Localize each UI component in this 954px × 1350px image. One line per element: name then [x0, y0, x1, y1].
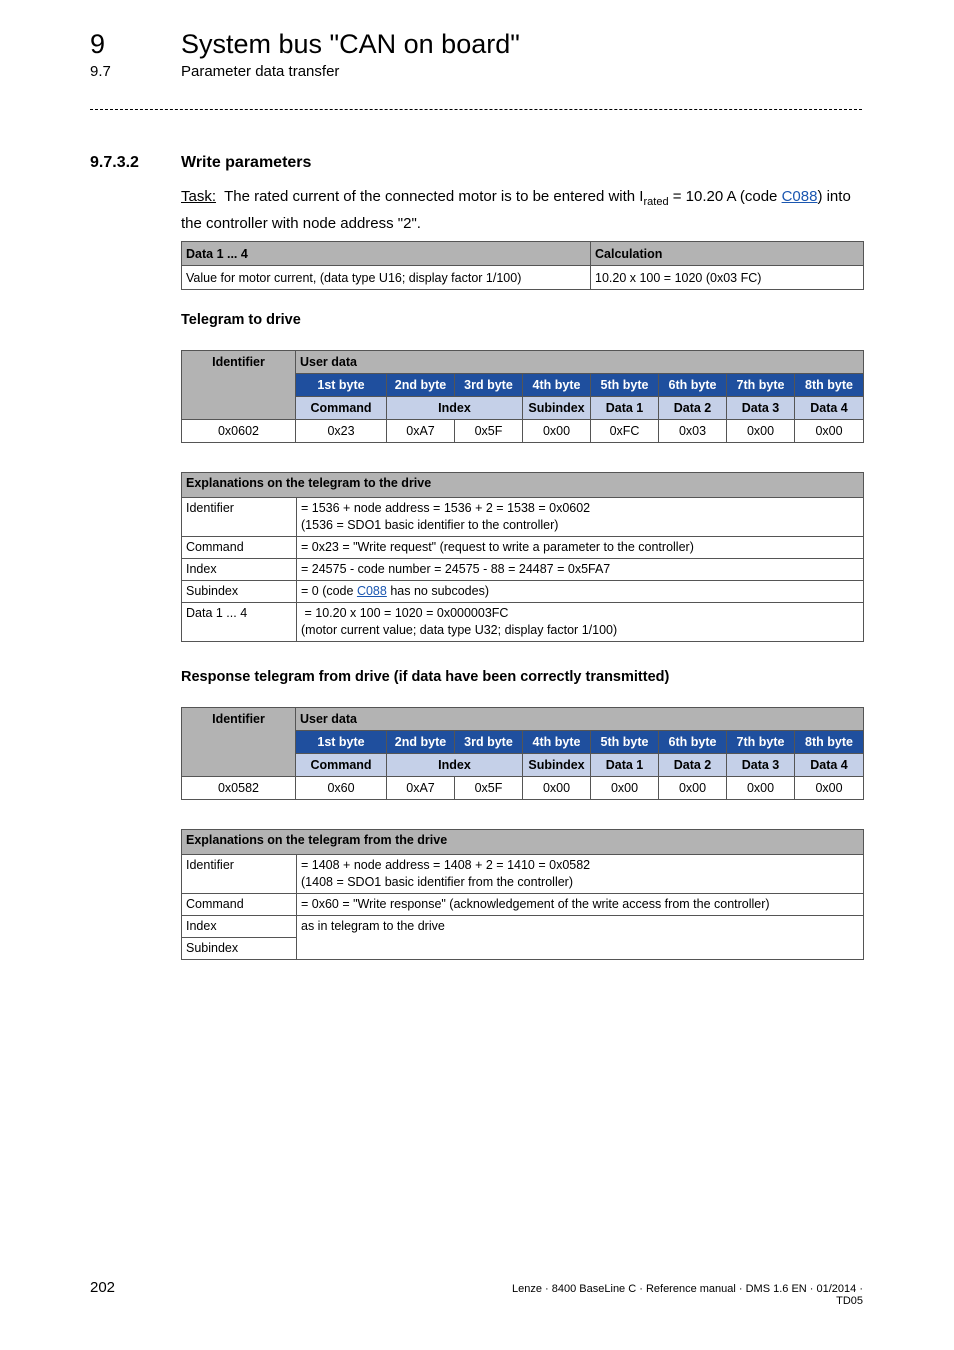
response-heading: Response telegram from drive (if data have been correctly transmitted) [181, 669, 670, 685]
user-data-header: User data [296, 351, 864, 374]
value-cell: 0x0582 [182, 777, 296, 800]
row-text: = 1408 + node address = 1408 + 2 = 1410 = 0x0582 [301, 858, 591, 872]
value-cell: 0x23 [296, 420, 387, 443]
row-name: Command [182, 894, 297, 916]
byte-header: 3rd byte [455, 731, 523, 754]
footer-text: Lenze · 8400 BaseLine C · Reference manual · DMS 1.6 EN · 01/2014 · TD05 [512, 1283, 863, 1307]
value-cell: 0x00 [659, 777, 727, 800]
byte-header: 2nd byte [387, 374, 455, 397]
explanation-title: Explanations on the telegram to the drive [182, 473, 864, 498]
byte-header: 7th byte [727, 374, 795, 397]
byte-header: 1st byte [296, 731, 387, 754]
task-subscript: rated [643, 196, 669, 208]
row-text: as in telegram to the drive [297, 916, 864, 960]
byte-header: 6th byte [659, 374, 727, 397]
identifier-header: Identifier [182, 708, 296, 777]
telegram-to-drive-table [181, 350, 864, 443]
table-row [182, 420, 864, 443]
task-text-2: = 10.20 A (code [668, 188, 782, 205]
field-header: Index [387, 754, 523, 777]
calc-cell-description: Value for motor current, (data type U16; display factor 1/100) [182, 266, 591, 290]
explanation-from-drive-table [181, 829, 864, 960]
subsection-title: Write parameters [181, 154, 312, 171]
response-telegram-table [181, 707, 864, 800]
field-header: Command [296, 754, 387, 777]
table-row [182, 777, 864, 800]
table-row [182, 537, 864, 559]
field-header: Data 2 [659, 754, 727, 777]
value-cell: 0x5F [455, 777, 523, 800]
byte-header: 3rd byte [455, 374, 523, 397]
header-divider [90, 109, 862, 110]
value-cell: 0x00 [727, 420, 795, 443]
chapter-title: System bus "CAN on board" [181, 29, 520, 59]
value-cell: 0xFC [591, 420, 659, 443]
row-name: Command [182, 537, 297, 559]
field-header: Data 4 [795, 754, 864, 777]
row-name: Identifier [182, 855, 297, 894]
row-name: Subindex [182, 581, 297, 603]
value-cell: 0x00 [523, 777, 591, 800]
table-row [182, 581, 864, 603]
byte-header: 8th byte [795, 374, 864, 397]
c088-link[interactable]: C088 [356, 584, 387, 598]
row-text: = 10.20 x 100 = 1020 = 0x000003FC [301, 606, 509, 620]
byte-header: 8th byte [795, 731, 864, 754]
field-header: Data 3 [727, 397, 795, 420]
row-name: Subindex [182, 938, 297, 960]
table-row [182, 559, 864, 581]
byte-header: 1st byte [296, 374, 387, 397]
table-row [182, 894, 864, 916]
value-cell: 0x5F [455, 420, 523, 443]
explanation-title: Explanations on the telegram from the drive [182, 830, 864, 855]
table-row [182, 603, 864, 642]
user-data-header: User data [296, 708, 864, 731]
field-header: Command [296, 397, 387, 420]
table-row [182, 855, 864, 894]
table-row [182, 498, 864, 537]
c088-link[interactable]: C088 [781, 188, 818, 205]
value-cell: 0x00 [795, 420, 864, 443]
calculation-table [181, 241, 864, 290]
value-cell: 0xA7 [387, 420, 455, 443]
section-number: 9.7 [90, 63, 111, 80]
field-header: Subindex [523, 754, 591, 777]
row-text: = 0x23 = "Write request" (request to write a parameter to the controller) [297, 537, 864, 559]
byte-header: 5th byte [591, 374, 659, 397]
page-number: 202 [90, 1279, 116, 1296]
byte-header: 7th byte [727, 731, 795, 754]
calc-header-data: Data 1 ... 4 [182, 242, 591, 266]
byte-header: 5th byte [591, 731, 659, 754]
field-header: Data 3 [727, 754, 795, 777]
value-cell: 0x03 [659, 420, 727, 443]
subsection-number: 9.7.3.2 [90, 154, 139, 171]
task-text-3: ) into the controller with node address "2". [181, 188, 851, 232]
task-label: Task: [181, 188, 217, 205]
row-text: (1408 = SDO1 basic identifier from the controller) [301, 875, 573, 889]
value-cell: 0xA7 [387, 777, 455, 800]
byte-header: 4th byte [523, 374, 591, 397]
row-name: Data 1 ... 4 [182, 603, 297, 642]
field-header: Data 2 [659, 397, 727, 420]
table-row [182, 916, 864, 938]
value-cell: 0x0602 [182, 420, 296, 443]
calc-header-calculation: Calculation [591, 242, 864, 266]
explanation-to-drive-table [181, 472, 864, 642]
calc-cell-result: 10.20 x 100 = 1020 (0x03 FC) [591, 266, 864, 290]
task-text-1: The rated current of the connected motor is to be entered with I [216, 188, 644, 205]
row-name: Index [182, 559, 297, 581]
row-text: = 0 (code [301, 584, 357, 598]
field-header: Data 4 [795, 397, 864, 420]
byte-header: 4th byte [523, 731, 591, 754]
task-paragraph [181, 186, 865, 235]
section-title: Parameter data transfer [181, 63, 340, 80]
row-text: = 1536 + node address = 1536 + 2 = 1538 = 0x0602 [301, 501, 591, 515]
value-cell: 0x00 [795, 777, 864, 800]
row-text: = 0x60 = "Write response" (acknowledgement of the write access from the controller) [297, 894, 864, 916]
value-cell: 0x00 [523, 420, 591, 443]
value-cell: 0x00 [727, 777, 795, 800]
byte-header: 6th byte [659, 731, 727, 754]
row-text: (1536 = SDO1 basic identifier to the controller) [301, 518, 559, 532]
value-cell: 0x60 [296, 777, 387, 800]
row-text: (motor current value; data type U32; display factor 1/100) [301, 623, 618, 637]
value-cell: 0x00 [591, 777, 659, 800]
field-header: Data 1 [591, 754, 659, 777]
byte-header: 2nd byte [387, 731, 455, 754]
field-header: Data 1 [591, 397, 659, 420]
row-name: Identifier [182, 498, 297, 537]
row-name: Index [182, 916, 297, 938]
row-text: has no subcodes) [386, 584, 489, 598]
telegram-to-drive-heading: Telegram to drive [181, 312, 301, 328]
row-text: = 24575 - code number = 24575 - 88 = 24487 = 0x5FA7 [297, 559, 864, 581]
identifier-header: Identifier [182, 351, 296, 420]
field-header: Index [387, 397, 523, 420]
chapter-number: 9 [90, 29, 106, 59]
field-header: Subindex [523, 397, 591, 420]
